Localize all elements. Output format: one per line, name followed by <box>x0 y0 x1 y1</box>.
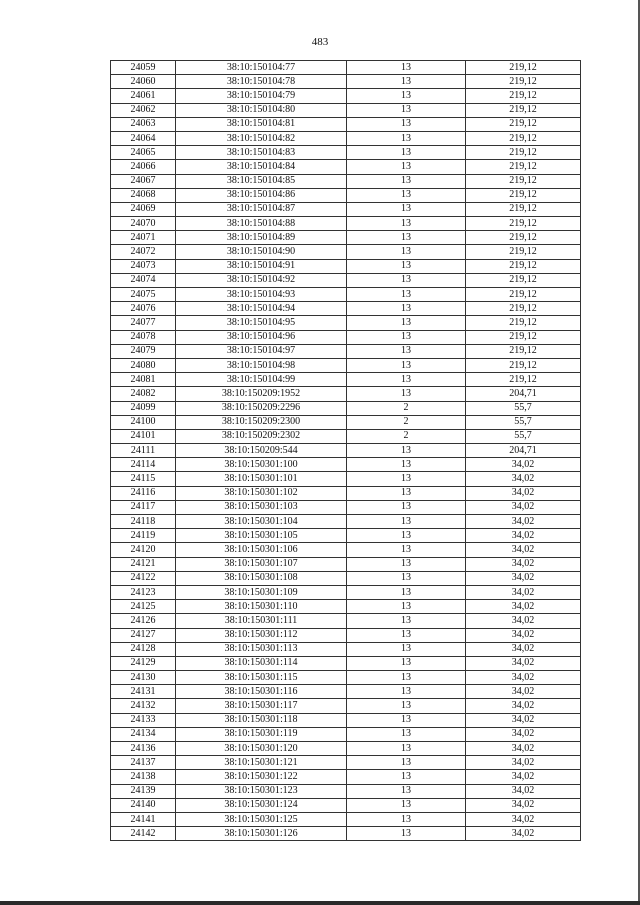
cadastral-number-cell: 38:10:150104:79 <box>176 89 347 103</box>
table-row <box>111 61 581 75</box>
cadastral-number-cell: 38:10:150104:98 <box>176 358 347 372</box>
cadastral-number-cell: 38:10:150209:2300 <box>176 415 347 429</box>
table-row <box>111 472 581 486</box>
code-cell: 13 <box>347 330 466 344</box>
value-cell: 55,7 <box>466 429 581 443</box>
cadastral-number-cell: 38:10:150104:96 <box>176 330 347 344</box>
code-cell: 13 <box>347 727 466 741</box>
value-cell: 34,02 <box>466 685 581 699</box>
table-row <box>111 656 581 670</box>
value-cell: 219,12 <box>466 131 581 145</box>
table-row <box>111 217 581 231</box>
value-cell: 34,02 <box>466 500 581 514</box>
cadastral-number-cell: 38:10:150301:103 <box>176 500 347 514</box>
row-number-cell: 24140 <box>111 798 176 812</box>
value-cell: 219,12 <box>466 330 581 344</box>
row-number-cell: 24137 <box>111 756 176 770</box>
value-cell: 219,12 <box>466 202 581 216</box>
row-number-cell: 24125 <box>111 600 176 614</box>
value-cell: 34,02 <box>466 656 581 670</box>
row-number-cell: 24111 <box>111 444 176 458</box>
cadastral-number-cell: 38:10:150301:112 <box>176 628 347 642</box>
row-number-cell: 24064 <box>111 131 176 145</box>
value-cell: 34,02 <box>466 713 581 727</box>
table-row <box>111 89 581 103</box>
value-cell: 204,71 <box>466 387 581 401</box>
cadastral-number-cell: 38:10:150209:2296 <box>176 401 347 415</box>
cadastral-number-cell: 38:10:150301:117 <box>176 699 347 713</box>
table-row <box>111 373 581 387</box>
table-row <box>111 174 581 188</box>
code-cell: 13 <box>347 131 466 145</box>
value-cell: 219,12 <box>466 259 581 273</box>
value-cell: 34,02 <box>466 543 581 557</box>
row-number-cell: 24114 <box>111 458 176 472</box>
table-row <box>111 358 581 372</box>
table-row <box>111 699 581 713</box>
value-cell: 34,02 <box>466 784 581 798</box>
row-number-cell: 24130 <box>111 671 176 685</box>
row-number-cell: 24131 <box>111 685 176 699</box>
cadastral-number-cell: 38:10:150301:118 <box>176 713 347 727</box>
row-number-cell: 24126 <box>111 614 176 628</box>
cadastral-number-cell: 38:10:150301:114 <box>176 656 347 670</box>
code-cell: 13 <box>347 202 466 216</box>
table-row <box>111 387 581 401</box>
code-cell: 13 <box>347 614 466 628</box>
value-cell: 219,12 <box>466 302 581 316</box>
cadastral-number-cell: 38:10:150104:95 <box>176 316 347 330</box>
code-cell: 13 <box>347 543 466 557</box>
cadastral-number-cell: 38:10:150104:84 <box>176 160 347 174</box>
code-cell: 2 <box>347 429 466 443</box>
code-cell: 13 <box>347 784 466 798</box>
cadastral-number-cell: 38:10:150104:97 <box>176 344 347 358</box>
table-row <box>111 798 581 812</box>
code-cell: 13 <box>347 444 466 458</box>
code-cell: 2 <box>347 415 466 429</box>
code-cell: 13 <box>347 387 466 401</box>
row-number-cell: 24100 <box>111 415 176 429</box>
code-cell: 13 <box>347 798 466 812</box>
cadastral-number-cell: 38:10:150104:88 <box>176 217 347 231</box>
cadastral-number-cell: 38:10:150301:125 <box>176 812 347 826</box>
row-number-cell: 24129 <box>111 656 176 670</box>
row-number-cell: 24142 <box>111 827 176 841</box>
row-number-cell: 24136 <box>111 742 176 756</box>
value-cell: 34,02 <box>466 557 581 571</box>
cadastral-number-cell: 38:10:150104:92 <box>176 273 347 287</box>
row-number-cell: 24141 <box>111 812 176 826</box>
cadastral-number-cell: 38:10:150301:107 <box>176 557 347 571</box>
row-number-cell: 24120 <box>111 543 176 557</box>
table-row <box>111 202 581 216</box>
code-cell: 13 <box>347 259 466 273</box>
cadastral-number-cell: 38:10:150301:123 <box>176 784 347 798</box>
value-cell: 34,02 <box>466 600 581 614</box>
table-row <box>111 529 581 543</box>
cadastral-number-cell: 38:10:150301:111 <box>176 614 347 628</box>
cadastral-number-cell: 38:10:150301:121 <box>176 756 347 770</box>
table-row <box>111 500 581 514</box>
code-cell: 13 <box>347 656 466 670</box>
code-cell: 13 <box>347 160 466 174</box>
value-cell: 219,12 <box>466 61 581 75</box>
value-cell: 34,02 <box>466 798 581 812</box>
value-cell: 34,02 <box>466 812 581 826</box>
row-number-cell: 24075 <box>111 288 176 302</box>
code-cell: 13 <box>347 756 466 770</box>
table-row <box>111 727 581 741</box>
value-cell: 34,02 <box>466 614 581 628</box>
code-cell: 13 <box>347 699 466 713</box>
value-cell: 55,7 <box>466 401 581 415</box>
row-number-cell: 24076 <box>111 302 176 316</box>
value-cell: 55,7 <box>466 415 581 429</box>
cadastral-number-cell: 38:10:150301:119 <box>176 727 347 741</box>
value-cell: 34,02 <box>466 529 581 543</box>
table-row <box>111 146 581 160</box>
table-row <box>111 812 581 826</box>
table-row <box>111 486 581 500</box>
cadastral-number-cell: 38:10:150301:116 <box>176 685 347 699</box>
code-cell: 13 <box>347 585 466 599</box>
code-cell: 13 <box>347 486 466 500</box>
code-cell: 13 <box>347 103 466 117</box>
cadastral-number-cell: 38:10:150301:108 <box>176 571 347 585</box>
value-cell: 34,02 <box>466 628 581 642</box>
row-number-cell: 24062 <box>111 103 176 117</box>
data-table <box>110 60 581 841</box>
table-body <box>111 61 581 841</box>
code-cell: 13 <box>347 827 466 841</box>
code-cell: 13 <box>347 146 466 160</box>
row-number-cell: 24069 <box>111 202 176 216</box>
row-number-cell: 24123 <box>111 585 176 599</box>
table-row <box>111 231 581 245</box>
value-cell: 34,02 <box>466 827 581 841</box>
table-row <box>111 401 581 415</box>
table-row <box>111 444 581 458</box>
table-row <box>111 784 581 798</box>
row-number-cell: 24068 <box>111 188 176 202</box>
cadastral-number-cell: 38:10:150104:94 <box>176 302 347 316</box>
row-number-cell: 24118 <box>111 515 176 529</box>
row-number-cell: 24082 <box>111 387 176 401</box>
cadastral-number-cell: 38:10:150104:90 <box>176 245 347 259</box>
row-number-cell: 24101 <box>111 429 176 443</box>
table-row <box>111 103 581 117</box>
table-row <box>111 415 581 429</box>
table-row <box>111 316 581 330</box>
row-number-cell: 24122 <box>111 571 176 585</box>
row-number-cell: 24077 <box>111 316 176 330</box>
code-cell: 13 <box>347 358 466 372</box>
row-number-cell: 24059 <box>111 61 176 75</box>
code-cell: 13 <box>347 770 466 784</box>
code-cell: 13 <box>347 557 466 571</box>
value-cell: 219,12 <box>466 344 581 358</box>
value-cell: 219,12 <box>466 373 581 387</box>
value-cell: 219,12 <box>466 273 581 287</box>
code-cell: 13 <box>347 89 466 103</box>
value-cell: 204,71 <box>466 444 581 458</box>
row-number-cell: 24132 <box>111 699 176 713</box>
value-cell: 219,12 <box>466 316 581 330</box>
cadastral-number-cell: 38:10:150104:77 <box>176 61 347 75</box>
row-number-cell: 24080 <box>111 358 176 372</box>
table-row <box>111 458 581 472</box>
value-cell: 34,02 <box>466 756 581 770</box>
code-cell: 13 <box>347 571 466 585</box>
row-number-cell: 24070 <box>111 217 176 231</box>
table-row <box>111 259 581 273</box>
cadastral-number-cell: 38:10:150104:93 <box>176 288 347 302</box>
value-cell: 219,12 <box>466 358 581 372</box>
row-number-cell: 24116 <box>111 486 176 500</box>
table-row <box>111 614 581 628</box>
row-number-cell: 24139 <box>111 784 176 798</box>
value-cell: 219,12 <box>466 174 581 188</box>
table-row <box>111 742 581 756</box>
value-cell: 34,02 <box>466 472 581 486</box>
row-number-cell: 24067 <box>111 174 176 188</box>
value-cell: 219,12 <box>466 231 581 245</box>
row-number-cell: 24079 <box>111 344 176 358</box>
code-cell: 13 <box>347 117 466 131</box>
page-number: 483 <box>311 36 329 48</box>
cadastral-number-cell: 38:10:150301:110 <box>176 600 347 614</box>
scan-edge-bottom <box>0 901 640 905</box>
cadastral-number-cell: 38:10:150209:1952 <box>176 387 347 401</box>
row-number-cell: 24066 <box>111 160 176 174</box>
cadastral-number-cell: 38:10:150104:89 <box>176 231 347 245</box>
value-cell: 34,02 <box>466 671 581 685</box>
value-cell: 34,02 <box>466 727 581 741</box>
value-cell: 219,12 <box>466 146 581 160</box>
value-cell: 34,02 <box>466 515 581 529</box>
cadastral-number-cell: 38:10:150104:99 <box>176 373 347 387</box>
table-row <box>111 330 581 344</box>
row-number-cell: 24060 <box>111 75 176 89</box>
row-number-cell: 24073 <box>111 259 176 273</box>
row-number-cell: 24119 <box>111 529 176 543</box>
cadastral-number-cell: 38:10:150209:544 <box>176 444 347 458</box>
cadastral-number-cell: 38:10:150301:104 <box>176 515 347 529</box>
row-number-cell: 24117 <box>111 500 176 514</box>
row-number-cell: 24063 <box>111 117 176 131</box>
code-cell: 13 <box>347 217 466 231</box>
cadastral-number-cell: 38:10:150301:102 <box>176 486 347 500</box>
value-cell: 34,02 <box>466 585 581 599</box>
cadastral-number-cell: 38:10:150301:106 <box>176 543 347 557</box>
table-row <box>111 713 581 727</box>
cadastral-number-cell: 38:10:150104:85 <box>176 174 347 188</box>
cadastral-number-cell: 38:10:150301:105 <box>176 529 347 543</box>
code-cell: 13 <box>347 458 466 472</box>
code-cell: 13 <box>347 302 466 316</box>
table-row <box>111 543 581 557</box>
value-cell: 219,12 <box>466 288 581 302</box>
row-number-cell: 24074 <box>111 273 176 287</box>
code-cell: 13 <box>347 812 466 826</box>
table-row <box>111 245 581 259</box>
table-row <box>111 685 581 699</box>
table-row <box>111 131 581 145</box>
code-cell: 13 <box>347 628 466 642</box>
code-cell: 13 <box>347 671 466 685</box>
cadastral-number-cell: 38:10:150301:126 <box>176 827 347 841</box>
cadastral-number-cell: 38:10:150104:83 <box>176 146 347 160</box>
code-cell: 13 <box>347 472 466 486</box>
cadastral-number-cell: 38:10:150209:2302 <box>176 429 347 443</box>
row-number-cell: 24133 <box>111 713 176 727</box>
value-cell: 219,12 <box>466 160 581 174</box>
code-cell: 13 <box>347 231 466 245</box>
table-row <box>111 585 581 599</box>
table-row <box>111 628 581 642</box>
table-row <box>111 671 581 685</box>
value-cell: 34,02 <box>466 571 581 585</box>
value-cell: 219,12 <box>466 117 581 131</box>
row-number-cell: 24134 <box>111 727 176 741</box>
value-cell: 219,12 <box>466 245 581 259</box>
row-number-cell: 24127 <box>111 628 176 642</box>
cadastral-number-cell: 38:10:150104:78 <box>176 75 347 89</box>
row-number-cell: 24138 <box>111 770 176 784</box>
table-row <box>111 75 581 89</box>
code-cell: 13 <box>347 174 466 188</box>
row-number-cell: 24081 <box>111 373 176 387</box>
table-row <box>111 288 581 302</box>
code-cell: 13 <box>347 742 466 756</box>
table-row <box>111 273 581 287</box>
code-cell: 13 <box>347 75 466 89</box>
table-row <box>111 344 581 358</box>
value-cell: 34,02 <box>466 486 581 500</box>
row-number-cell: 24099 <box>111 401 176 415</box>
row-number-cell: 24061 <box>111 89 176 103</box>
table-row <box>111 429 581 443</box>
cadastral-number-cell: 38:10:150301:101 <box>176 472 347 486</box>
cadastral-number-cell: 38:10:150301:122 <box>176 770 347 784</box>
table-row <box>111 642 581 656</box>
value-cell: 34,02 <box>466 742 581 756</box>
code-cell: 13 <box>347 188 466 202</box>
cadastral-number-cell: 38:10:150301:109 <box>176 585 347 599</box>
cadastral-number-cell: 38:10:150104:86 <box>176 188 347 202</box>
table-row <box>111 600 581 614</box>
cadastral-number-cell: 38:10:150104:91 <box>176 259 347 273</box>
row-number-cell: 24072 <box>111 245 176 259</box>
cadastral-number-cell: 38:10:150104:87 <box>176 202 347 216</box>
row-number-cell: 24065 <box>111 146 176 160</box>
code-cell: 13 <box>347 373 466 387</box>
code-cell: 13 <box>347 600 466 614</box>
table-row <box>111 557 581 571</box>
row-number-cell: 24121 <box>111 557 176 571</box>
table-row <box>111 770 581 784</box>
row-number-cell: 24128 <box>111 642 176 656</box>
code-cell: 13 <box>347 316 466 330</box>
value-cell: 219,12 <box>466 75 581 89</box>
code-cell: 2 <box>347 401 466 415</box>
row-number-cell: 24071 <box>111 231 176 245</box>
code-cell: 13 <box>347 245 466 259</box>
code-cell: 13 <box>347 500 466 514</box>
code-cell: 13 <box>347 713 466 727</box>
row-number-cell: 24078 <box>111 330 176 344</box>
table-row <box>111 571 581 585</box>
value-cell: 34,02 <box>466 458 581 472</box>
code-cell: 13 <box>347 642 466 656</box>
code-cell: 13 <box>347 515 466 529</box>
value-cell: 219,12 <box>466 103 581 117</box>
value-cell: 219,12 <box>466 217 581 231</box>
cadastral-number-cell: 38:10:150301:113 <box>176 642 347 656</box>
code-cell: 13 <box>347 273 466 287</box>
row-number-cell: 24115 <box>111 472 176 486</box>
code-cell: 13 <box>347 61 466 75</box>
table-row <box>111 117 581 131</box>
cadastral-number-cell: 38:10:150104:82 <box>176 131 347 145</box>
code-cell: 13 <box>347 288 466 302</box>
table-row <box>111 515 581 529</box>
value-cell: 219,12 <box>466 188 581 202</box>
code-cell: 13 <box>347 529 466 543</box>
cadastral-number-cell: 38:10:150104:81 <box>176 117 347 131</box>
cadastral-number-cell: 38:10:150301:120 <box>176 742 347 756</box>
value-cell: 34,02 <box>466 770 581 784</box>
table-row <box>111 827 581 841</box>
cadastral-number-cell: 38:10:150104:80 <box>176 103 347 117</box>
cadastral-number-cell: 38:10:150301:100 <box>176 458 347 472</box>
table-row <box>111 756 581 770</box>
table-row <box>111 188 581 202</box>
value-cell: 219,12 <box>466 89 581 103</box>
value-cell: 34,02 <box>466 699 581 713</box>
cadastral-number-cell: 38:10:150301:124 <box>176 798 347 812</box>
code-cell: 13 <box>347 344 466 358</box>
code-cell: 13 <box>347 685 466 699</box>
cadastral-number-cell: 38:10:150301:115 <box>176 671 347 685</box>
table-row <box>111 302 581 316</box>
value-cell: 34,02 <box>466 642 581 656</box>
table-row <box>111 160 581 174</box>
